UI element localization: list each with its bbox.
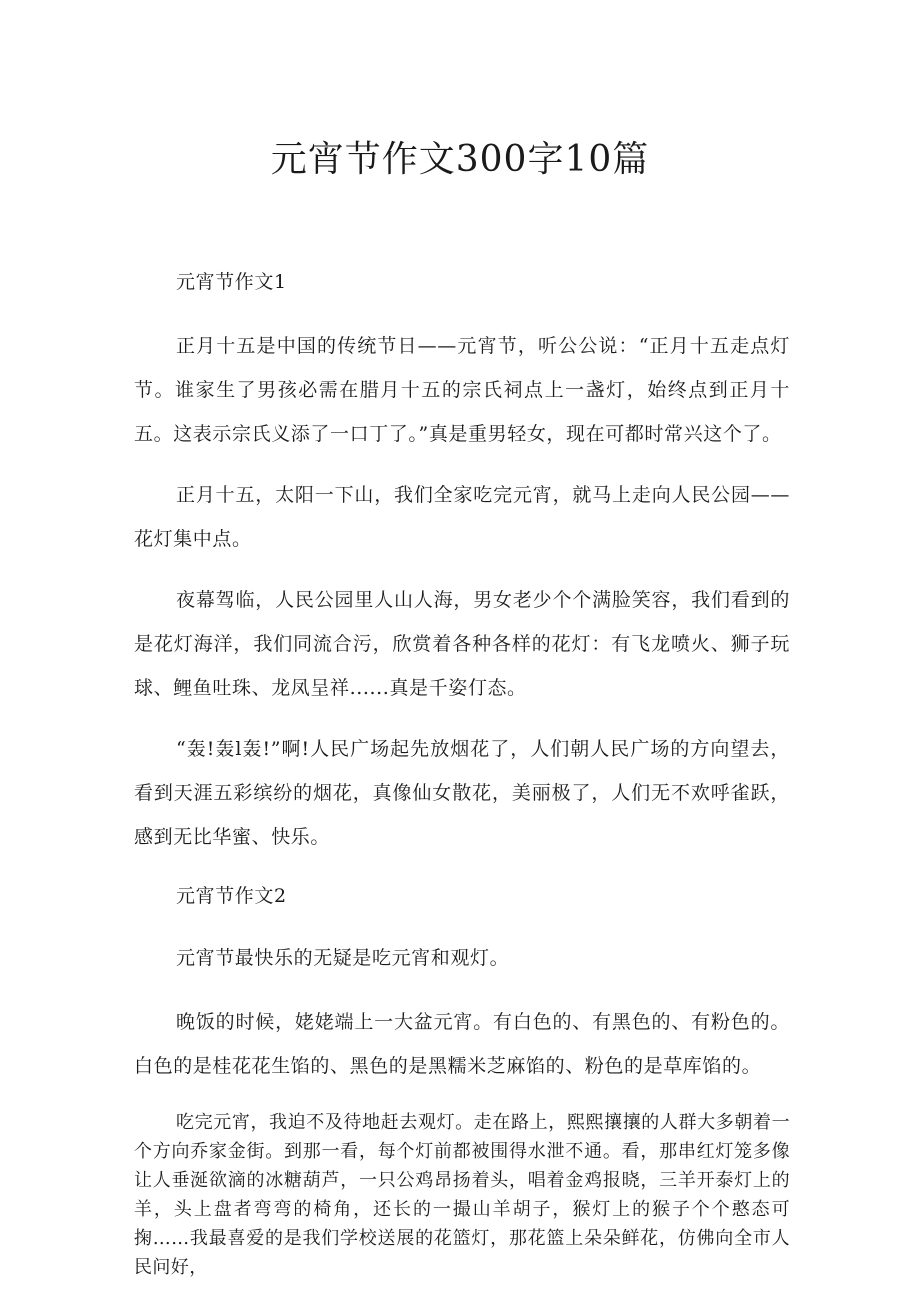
section-heading-2: 元宵节作文2 bbox=[176, 885, 287, 907]
document-title: 元宵节作文300字10篇 bbox=[270, 139, 650, 180]
document-body bbox=[134, 262, 790, 1282]
paragraph-3: 夜幕驾临，人民公园里人山人海，男女老少个个满脸笑容，我们看到的是花灯海洋，我们同流合污，欣赏着各种各样的花灯：有飞龙喷火、狮子玩球、鲤鱼吐珠、龙凤呈祥......真是千姿仃态。 bbox=[134, 589, 790, 699]
paragraph-4: “轰!轰l轰!”啊!人民广场起先放烟花了，人们朝人民广场的方向望去，看到天涯五彩缤纷的烟花，真像仙女散花，美丽极了，人们无不欢呼雀跃，感到无比华蜜、快乐。 bbox=[134, 738, 790, 848]
section-heading-1: 元宵节作文1 bbox=[176, 271, 287, 293]
paragraph-7: 吃完元宵，我迫不及待地赶去观灯。走在路上，熙熙攘攘的人群大多朝着一个方向乔家金街。到那一看，每个灯前都被围得水泄不通。看，那串红灯笼多像让人垂涎欲滴的冰糖葫芦，一只公鸡昂扬着头，唱着金鸡报晓，三羊开泰灯上的羊，头上盘者弯弯的椅角，还长的一撮山羊胡子，猴灯上的猴子个个憨态可掬……我最喜爱的是我们学校送展的花篮灯，那花篮上朵朵鲜花，仿佛向全市人民问好， bbox=[134, 1112, 790, 1278]
paragraph-1: 正月十五是中国的传统节日——元宵节，听公公说：“正月十五走点灯节。谁家生了男孩必需在腊月十五的宗氏祠点上一盏灯，始终点到正月十五。这表示宗氏义添了一口丁了。”真是重男轻女，现在可都时常兴这个了。 bbox=[134, 335, 790, 445]
paragraph-2: 正月十五，太阳一下山，我们全家吃完元宵，就马上走向人民公园——花灯集中点。 bbox=[134, 484, 790, 550]
paragraph-5: 元宵节最快乐的无疑是吃元宵和观灯。 bbox=[176, 947, 510, 969]
paragraph-6: 晚饭的时候，姥姥端上一大盆元宵。有白色的、有黑色的、有粉色的。白色的是桂花花生馅的、黑色的是黑糯米芝麻馅的、粉色的是草库馅的。 bbox=[134, 1011, 790, 1077]
